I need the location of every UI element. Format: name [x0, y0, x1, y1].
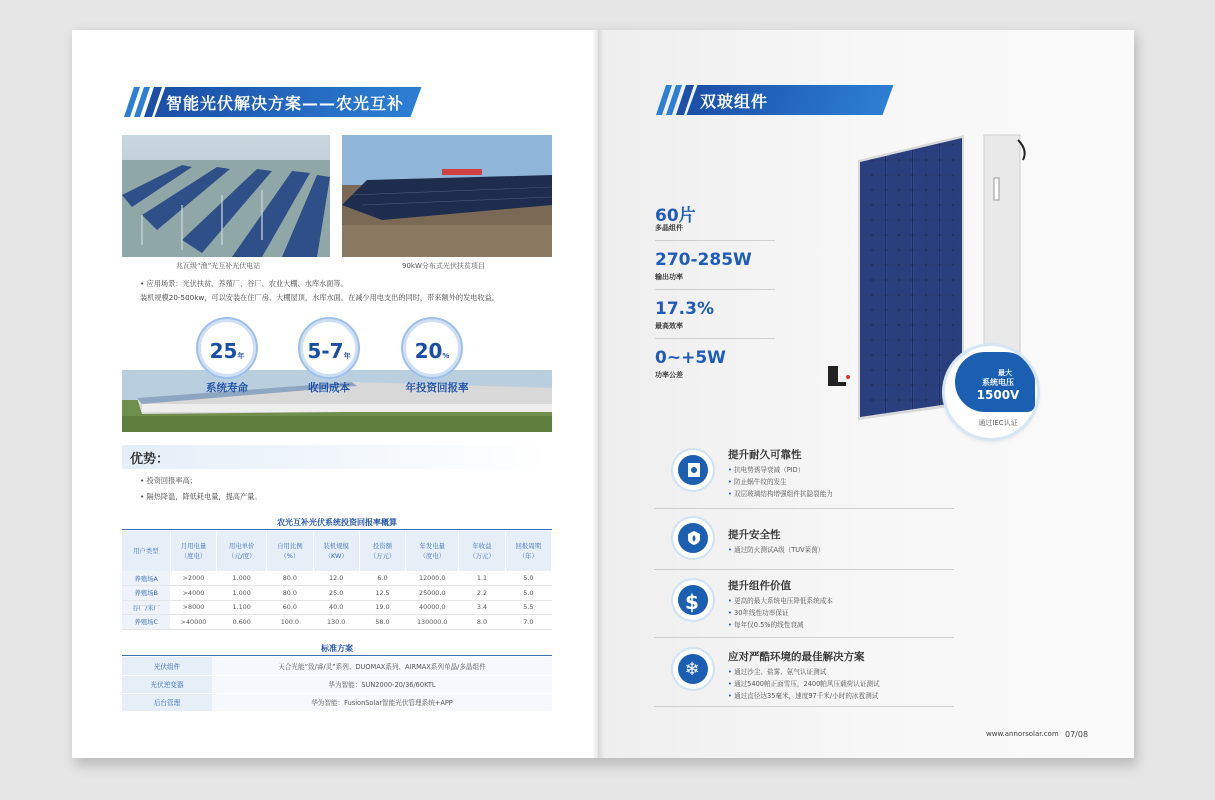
- feature-title-durability: 提升耐久可靠性: [728, 449, 802, 461]
- snowflake-icon: ❄: [671, 647, 715, 691]
- table-cell: 58.0: [359, 615, 405, 630]
- table-cell: >8000: [170, 600, 216, 615]
- distributed-photo-caption: 90kW分布式光伏扶贫项目: [402, 262, 485, 270]
- table-cell: 80.0: [267, 586, 313, 601]
- table-cell: 0.600: [217, 615, 267, 630]
- spec-value-efficiency: 17.3%: [655, 299, 714, 319]
- table-row: [122, 675, 552, 693]
- stat-circle-roi: [403, 319, 461, 377]
- table-cell: 80.0: [267, 571, 313, 586]
- fishery-photo-caption: 兆瓦级“渔”光互补光伏电站: [176, 262, 261, 270]
- badge-note: 通过IEC认证: [978, 419, 1018, 427]
- table-cell: 谷厂/米厂: [122, 600, 170, 615]
- table-header: 自用比例 （%）: [267, 531, 313, 571]
- table-cell: 后台管理: [122, 693, 212, 711]
- table-cell: 天合光能“致/睿/灵”系列、DUOMAX系列、AIRMAX系列单晶/多晶组件: [212, 657, 552, 675]
- table-header: 用户类型: [122, 531, 170, 571]
- table-cell: 5.5: [505, 600, 551, 615]
- stat-value: 5-7: [307, 339, 344, 363]
- stat-unit: 年: [237, 352, 245, 360]
- spec-value-tolerance: 0~+5W: [655, 348, 726, 368]
- dollar-icon: $: [671, 578, 715, 622]
- table-header: 年发电量 （度电）: [406, 531, 459, 571]
- table-cell: 养殖场A: [122, 571, 170, 586]
- table-cell: >4000: [170, 586, 216, 601]
- feature-item: • 通过5400帕正面雪压，2400帕风压载荷认证测试: [728, 678, 880, 688]
- table-row: [122, 657, 552, 675]
- advantages-heading: 优势：: [122, 445, 552, 469]
- spec-label-cells: 多晶组件: [655, 224, 683, 232]
- footer-url: www.annorsolar.com: [986, 730, 1059, 738]
- table-cell: 华为智能：SUN2000-20/36/60KTL: [212, 675, 552, 693]
- table-cell: 3.4: [459, 600, 505, 615]
- left-page: [72, 30, 598, 758]
- table-cell: 光伏组件: [122, 657, 212, 675]
- table-cell: 华为智能：FusionSolar智能光伏管理系统+APP: [212, 693, 552, 711]
- feature-item: • 防止蜗牛纹的发生: [728, 476, 787, 486]
- table-cell: 40000.0: [406, 600, 459, 615]
- table-cell: 6.0: [359, 571, 405, 586]
- standard-table-title: 标准方案: [321, 644, 353, 653]
- spec-label-tolerance: 功率公差: [655, 371, 683, 379]
- feature-item: • 更高的最大系统电压降低系统成本: [728, 595, 833, 605]
- table-cell: 5.0: [505, 586, 551, 601]
- spec-label-power: 输出功率: [655, 273, 683, 281]
- advantage-item: • 投资回报率高；: [140, 476, 197, 485]
- stat-unit: %: [442, 352, 450, 360]
- feature-item: • 通过防火测试A级（TUV莱茵）: [728, 544, 824, 554]
- feature-item: • 通过直径达35毫米，速度97千米/小时的冰雹测试: [728, 690, 878, 700]
- right-banner-title: 双玻组件: [700, 92, 769, 111]
- distributed-solar-photo: [342, 135, 552, 257]
- table-cell: 25000.0: [406, 586, 459, 601]
- left-banner-title: 智能光伏解决方案——农光互补: [166, 94, 405, 113]
- feature-item: • 每年仅0.5%的线性衰减: [728, 619, 804, 629]
- table-header: 回报周期 （年）: [505, 531, 551, 571]
- stat-value: 25: [209, 339, 238, 363]
- table-header: 年收益 （万元）: [459, 531, 505, 571]
- table-cell: >2000: [170, 571, 216, 586]
- voltage-badge: [945, 346, 1037, 438]
- table-cell: 100.0: [267, 615, 313, 630]
- table-cell: 2.2: [459, 586, 505, 601]
- stat-unit: 年: [343, 352, 351, 360]
- table-row: [122, 693, 552, 711]
- stat-value: 20: [414, 339, 443, 363]
- feature-item: • 抗电势诱导衰减（PID）: [728, 464, 804, 474]
- table-cell: 5.0: [505, 571, 551, 586]
- table-header: 装机规模 （KW）: [313, 531, 359, 571]
- table-row: [122, 586, 552, 601]
- table-cell: 12000.0: [406, 571, 459, 586]
- page-numbers: 07/08: [1065, 730, 1089, 739]
- left-banner: [122, 87, 422, 117]
- certificate-icon: [671, 448, 715, 492]
- table-cell: 130000.0: [406, 615, 459, 630]
- table-cell: 1.000: [217, 586, 267, 601]
- right-banner: [654, 85, 894, 115]
- stat-circle-lifespan: [198, 319, 256, 377]
- return-table: [122, 531, 552, 630]
- spec-value-cells: 60片: [655, 206, 696, 226]
- description-line-2: 装机规模20-500kw，可以安装在住厂房、大棚屋顶，水库水面。在减少用电支出的同时，带来额外的发电收益。: [140, 293, 499, 302]
- spec-value-power: 270-285W: [655, 250, 752, 270]
- stat-label-lifespan: 系统寿命: [206, 382, 248, 394]
- table-cell: 1.100: [217, 600, 267, 615]
- table-cell: 25.0: [313, 586, 359, 601]
- table-cell: 130.0: [313, 615, 359, 630]
- description-line-1: • 应用场景：光伏扶贫、养殖厂、谷厂、农业大棚、水库水面等。: [140, 279, 348, 288]
- feature-item: • 30年线性功率保证: [728, 607, 789, 617]
- badge-voltage: 1500V: [976, 388, 1020, 402]
- standard-table: [122, 657, 552, 712]
- feature-item: • 双层玻璃结构增强组件抗隐裂能力: [728, 488, 833, 498]
- advantage-item: • 隔热降温，降低耗电量，提高产量。: [140, 492, 262, 501]
- table-cell: 1.1: [459, 571, 505, 586]
- right-page: [598, 30, 1134, 758]
- feature-item: • 通过沙尘、盐雾、氨气认证测试: [728, 666, 826, 676]
- table-row: [122, 571, 552, 586]
- table-cell: 19.0: [359, 600, 405, 615]
- stat-circle-payback: [300, 319, 358, 377]
- table-row: [122, 615, 552, 630]
- table-cell: >40000: [170, 615, 216, 630]
- return-table-title: 农光互补光伏系统投资回报率概算: [277, 518, 397, 527]
- spec-label-efficiency: 最高效率: [655, 322, 683, 330]
- feature-title-safety: 提升安全性: [728, 529, 781, 541]
- table-header: 投资额 （万元）: [359, 531, 405, 571]
- stat-label-payback: 收回成本: [308, 382, 350, 394]
- feature-title-environment: 应对严酷环境的最佳解决方案: [728, 651, 865, 663]
- table-cell: 8.0: [459, 615, 505, 630]
- table-cell: 1.000: [217, 571, 267, 586]
- fire-shield-icon: [671, 516, 715, 560]
- table-cell: 40.0: [313, 600, 359, 615]
- table-header: 用电单价 （元/度）: [217, 531, 267, 571]
- table-header: 月用电量 （度电）: [170, 531, 216, 571]
- fishery-solar-photo: [122, 135, 330, 257]
- table-cell: 7.0: [505, 615, 551, 630]
- feature-title-value: 提升组件价值: [728, 580, 791, 592]
- table-cell: 60.0: [267, 600, 313, 615]
- table-cell: 养殖场B: [122, 586, 170, 601]
- table-cell: 12.0: [313, 571, 359, 586]
- table-cell: 12.5: [359, 586, 405, 601]
- stat-label-roi: 年投资回报率: [405, 382, 469, 394]
- table-cell: 养殖场C: [122, 615, 170, 630]
- badge-line2: 系统电压: [982, 378, 1014, 387]
- table-row: [122, 600, 552, 615]
- badge-line1: 最大: [998, 369, 1012, 377]
- table-cell: 光伏逆变器: [122, 675, 212, 693]
